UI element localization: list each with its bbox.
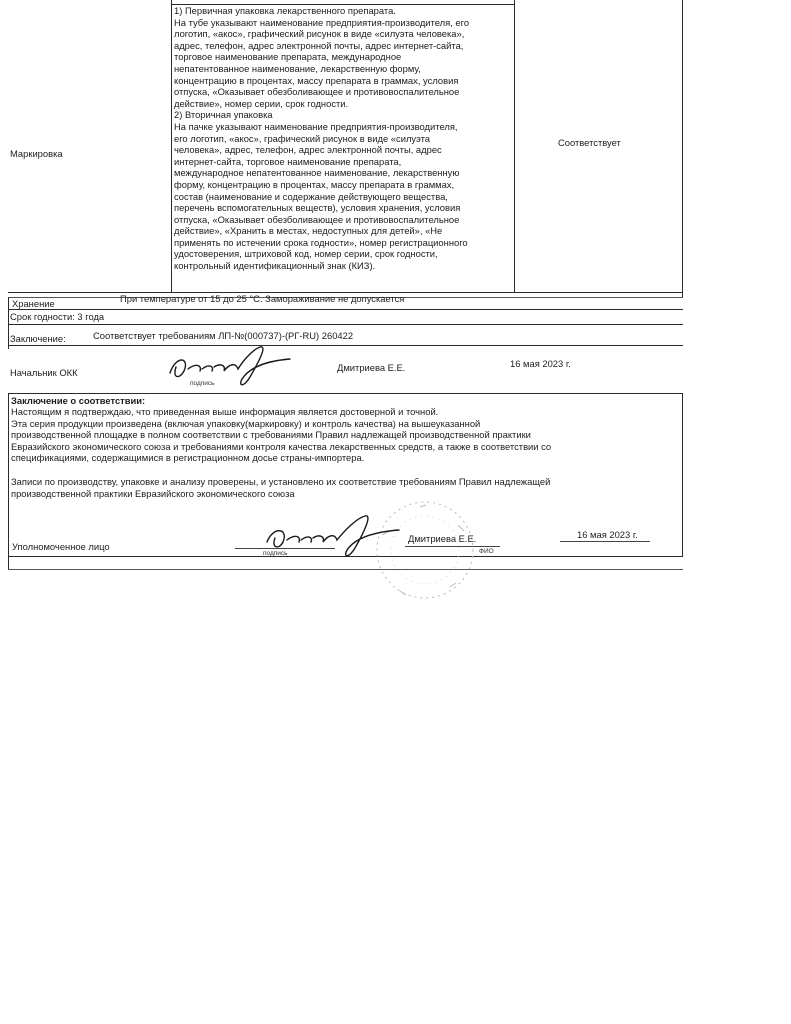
text-line: производственной практики Евразийского экономического союза <box>11 487 295 499</box>
compliance-box-left <box>8 393 9 569</box>
text-line: спецификациями, содержащимися в регистрационном досье страны-импортера. <box>11 452 365 464</box>
conclusion-rule <box>8 345 683 346</box>
qc-head-signature-caption: подпись <box>190 380 215 387</box>
storage-label: Хранение <box>12 298 55 309</box>
text-line: производственной площадке в полном соответствии с требованиями Правил надлежащей производственной практики <box>11 429 531 441</box>
result-col-divider <box>514 0 515 293</box>
compliance-statement <box>11 406 551 464</box>
authorized-name-underline <box>405 546 500 547</box>
qc-head-signature <box>150 345 300 390</box>
authorized-signature-underline <box>235 548 335 549</box>
authorized-name: Дмитриева Е.Е. <box>408 533 477 544</box>
qc-head-position: Начальник ОКК <box>10 367 78 378</box>
compliance-box-top <box>8 393 683 394</box>
compliance-box-bottom-2 <box>8 569 683 570</box>
qc-head-date: 16 мая 2023 г. <box>510 358 571 369</box>
text-line: его логотип, «акос», графический рисунок в виде «силуэта <box>174 132 430 144</box>
storage-value: При температуре от 15 до 25 °С. Замораживание не допускается <box>120 293 405 304</box>
text-line: На тубе указывают наименование предприятия-производителя, его <box>174 16 470 28</box>
text-line: перечень вспомогательных веществ), условия хранения, условия <box>174 202 461 214</box>
text-line: адрес, телефон, адрес электронной почты, адрес интернет-сайта, <box>174 39 464 51</box>
text-line: 2) Вторичная упаковка <box>174 109 273 121</box>
text-line: логотип, «акос», графический рисунок в виде «силуэта человека», <box>174 28 465 40</box>
text-line: Евразийского экономического союза и требованиями контроля качества лекарственных средств, а также в соответствии со <box>11 440 552 452</box>
text-line: торговое наименование препарата, международное <box>174 51 402 63</box>
storage-row-rule <box>8 309 683 310</box>
marking-result: Соответствует <box>558 137 621 148</box>
text-line: Настоящим я подтверждаю, что приведенная выше информация является достоверной и точной. <box>11 406 439 417</box>
text-line: Записи по производству, упаковке и анализу проверены, и установлено их соответствие требованиям Правил надлежащей <box>11 476 551 487</box>
marking-label: Маркировка <box>10 148 63 159</box>
authorized-signature-caption: подпись <box>263 550 288 557</box>
text-line: отпуска, «Оказывает обезболивающее и противовоспалительное <box>174 86 460 98</box>
shelf-life-text: Срок годности: 3 года <box>10 311 105 322</box>
conclusion-value: Соответствует требованиям ЛП-№(000737)-(РГ-RU) 260422 <box>93 330 354 341</box>
table-right-border <box>682 0 683 298</box>
conclusion-label: Заключение: <box>10 333 66 344</box>
authorized-date-underline <box>560 541 650 542</box>
text-line: контрольный идентификационный знак (КИЗ). <box>174 260 376 272</box>
authorized-name-caption: ФИО <box>479 548 494 555</box>
compliance-box-right <box>682 393 683 556</box>
qc-head-name: Дмитриева Е.Е. <box>337 362 406 373</box>
shelf-life-rule <box>8 324 683 325</box>
text-line: человека», адрес, телефон, адрес электронной почты, адрес <box>174 144 442 156</box>
text-line: непатентованное наименование, лекарственную форму, <box>174 62 421 74</box>
compliance-title: Заключение о соответствии: <box>11 395 146 406</box>
text-line: 1) Первичная упаковка лекарственного препарата. <box>174 5 396 16</box>
marking-description <box>174 5 469 272</box>
text-line: действие», «Хранить в местах, недоступных для детей», «Не <box>174 225 443 237</box>
text-line: международное непатентованное наименование, лекарственную <box>174 167 460 179</box>
text-line: состав (наименование и содержание действующего вещества, <box>174 190 448 202</box>
text-line: Эта серия продукции произведена (включая упаковку(маркировку) и контроль качества) на вышеуказанной <box>11 417 481 429</box>
table-left-border-lower <box>8 297 9 349</box>
marking-col-divider <box>171 0 172 293</box>
authorized-label: Уполномоченное лицо <box>12 541 110 552</box>
text-line: применять по истечении срока годности», номер регистрационного <box>174 236 468 248</box>
text-line: форму, концентрацию в процентах, массу препарата в граммах, <box>174 178 455 190</box>
authorized-date: 16 мая 2023 г. <box>577 529 638 540</box>
text-line: действие», номер серии, срок годности. <box>174 97 349 109</box>
text-line: удостоверения, штриховой код, номер серии, срок годности, <box>174 248 438 260</box>
text-line: На пачке указывают наименование предприятия-производителя, <box>174 120 458 132</box>
text-line: отпуска, «Оказывает обезболивающее и противовоспалительное <box>174 213 460 225</box>
text-line: концентрацию в процентах, массу препарата в граммах, условия <box>174 74 459 86</box>
text-line: интернет-сайта, торговое наименование препарата, <box>174 155 402 167</box>
